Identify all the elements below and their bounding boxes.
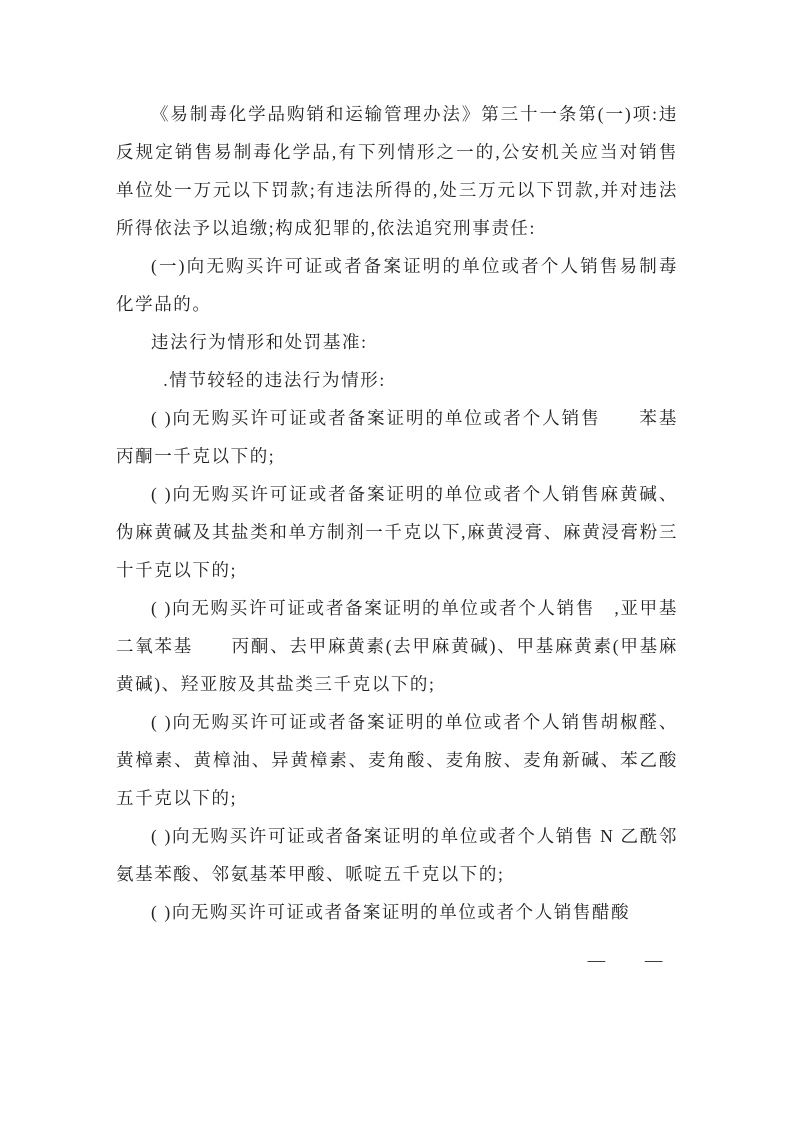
paragraph-case-mdp2p: ( )向无购买许可证或者备案证明的单位或者个人销售 ,亚甲基二氧苯基 丙酮、去甲麻黄素(去甲麻黄碱)、甲基麻黄素(甲基麻黄碱)、羟亚胺及其盐类三千克以下的; xyxy=(116,598,678,694)
paragraph-case-phenyl-acetone: ( )向无购买许可证或者备案证明的单位或者个人销售 苯基 丙酮一千克以下的; xyxy=(116,408,717,466)
document-body xyxy=(116,95,717,931)
paragraph-case-acetic: ( )向无购买许可证或者备案证明的单位或者个人销售醋酸 xyxy=(151,902,631,922)
paragraph-case-ephedrine: ( )向无购买许可证或者备案证明的单位或者个人销售麻黄碱、伪麻黄碱及其盐类和单方制剂一千克以下,麻黄浸膏、麻黄浸膏粉三十千克以下的; xyxy=(116,484,678,580)
paragraph-case-piperonal: ( )向无购买许可证或者备案证明的单位或者个人销售胡椒醛、黄樟素、黄樟油、异黄樟素、麦角酸、麦角胺、麦角新碱、苯乙酸五千克以下的; xyxy=(116,712,678,808)
paragraph-heading-penalty-basis: 违法行为情形和处罚基准: xyxy=(151,332,368,352)
paragraph-law-citation: 《易制毒化学品购销和运输管理办法》第三十一条第(一)项:违反规定销售易制毒化学品,有下列情形之一的,公安机关应当对销售单位处一万元以下罚款;有违法所得的,处三万元以下罚款,并对违法所得依法予以追缴;构成犯罪的,依法追究刑事责任: xyxy=(116,104,678,238)
page-number: — — xyxy=(587,950,664,970)
paragraph-item-one: (一)向无购买许可证或者备案证明的单位或者个人销售易制毒化学品的。 xyxy=(116,256,678,314)
paragraph-heading-minor-cases: .情节较轻的违法行为情形: xyxy=(163,370,386,390)
paragraph-case-n-acetyl: ( )向无购买许可证或者备案证明的单位或者个人销售 N 乙酰邻氨基苯酸、邻氨基苯甲酸、哌啶五千克以下的; xyxy=(116,826,678,884)
